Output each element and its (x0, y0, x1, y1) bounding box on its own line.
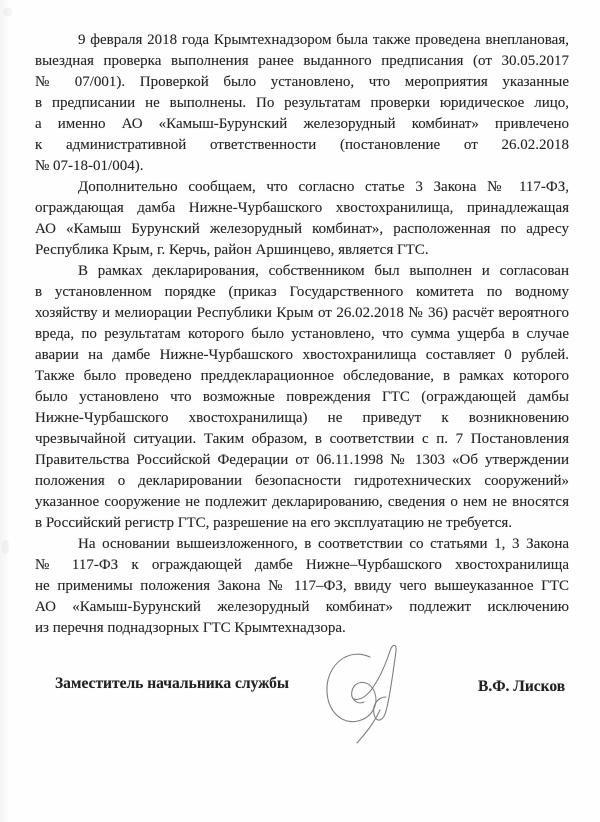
text-line: в Российский регистр ГТС, разрешение на его эксплуатацию не требуется. (35, 515, 513, 531)
text-line: а именно АО «Камыш-Бурунский железорудный комбинат» привлечено (35, 116, 569, 132)
text-line: № 117-ФЗ к ограждающей дамбе Нижне–Чурбашского хвостохранилища (35, 557, 569, 573)
text-line: к административной ответственности (постановление от 26.02.2018 (35, 137, 569, 153)
text-line: ограждающая дамба Нижне-Чурбашского хвостохранилища, принадлежащая (35, 200, 569, 216)
text-line: Также было проведено преддекларационное обследование, в рамках которого (35, 368, 569, 384)
text-line: № 07-18-01/004). (35, 158, 144, 174)
paragraph (35, 30, 569, 177)
text-line: в установленном порядке (приказ Государственного комитета по водному (35, 284, 569, 300)
text-line: АО «Камыш Бурунский железорудный комбинат», расположенная по адресу (35, 221, 569, 237)
text-line: Правительства Российской Федерации от 06.11.1998 № 1303 «Об утверждении (35, 452, 569, 468)
scan-noise-mark (3, 8, 12, 16)
text-line: Дополнительно сообщаем, что согласно статье 3 Закона № 117-ФЗ, (78, 179, 569, 195)
text-line: было установлено что возможные повреждения ГТС (ограждающей дамбы (35, 389, 569, 405)
text-line: положения о декларировании безопасности гидротехнических сооружений» (35, 473, 569, 489)
text-line: вреда, по результатам которого было установлено, что сумма ущерба в случае (35, 326, 569, 342)
text-line: № 07/001). Проверкой было установлено, что мероприятия указанные (35, 74, 569, 90)
scan-noise-mark (2, 540, 9, 554)
text-line: выездная проверка выполнения ранее выданного предписания (от 30.05.2017 (35, 53, 569, 69)
paragraph (35, 261, 569, 534)
signer-name: В.Ф. Лисков (478, 678, 566, 695)
text-line: чрезвычайной ситуации. Таким образом, в соответствии с п. 7 Постановления (35, 431, 569, 447)
paragraph (35, 534, 569, 639)
text-line: В рамках декларирования, собственником был выполнен и согласован (78, 263, 569, 279)
text-line: АО «Камыш-Бурунский железорудный комбинат» подлежит исключению (35, 599, 569, 615)
text-line: хозяйству и мелиорации Республики Крым от 26.02.2018 № 36) расчёт вероятного (35, 305, 569, 321)
text-line: указанное сооружение не подлежит декларированию, сведения о нем не вносятся (35, 494, 569, 510)
paragraph (35, 177, 569, 261)
text-line: не применимы положения Закона № 117–ФЗ, ввиду чего вышеуказанное ГТС (35, 578, 569, 594)
text-line: аварии на дамбе Нижне-Чурбашского хвостохранилища составляет 0 рублей. (35, 347, 569, 363)
scan-edge-artifact (0, 0, 9, 822)
letter-body (35, 30, 569, 639)
text-line: На основании вышеизложенного, в соответствии со статьями 1, 3 Закона (78, 536, 569, 552)
text-line: Нижне-Чурбашского хвостохранилища) не приведут к возникновению (35, 410, 569, 426)
signer-title: Заместитель начальника службы (55, 675, 290, 692)
handwritten-signature-icon (310, 635, 420, 750)
text-line: в предписании не выполнены. По результатам проверки юридическое лицо, (35, 95, 569, 111)
text-line: Республика Крым, г. Керчь, район Аршинцево, является ГТС. (35, 242, 429, 258)
text-line: 9 февраля 2018 года Крымтехнадзором была также проведена внеплановая, (78, 32, 569, 48)
text-line: из перечня поднадзорных ГТС Крымтехнадзора. (35, 620, 346, 636)
